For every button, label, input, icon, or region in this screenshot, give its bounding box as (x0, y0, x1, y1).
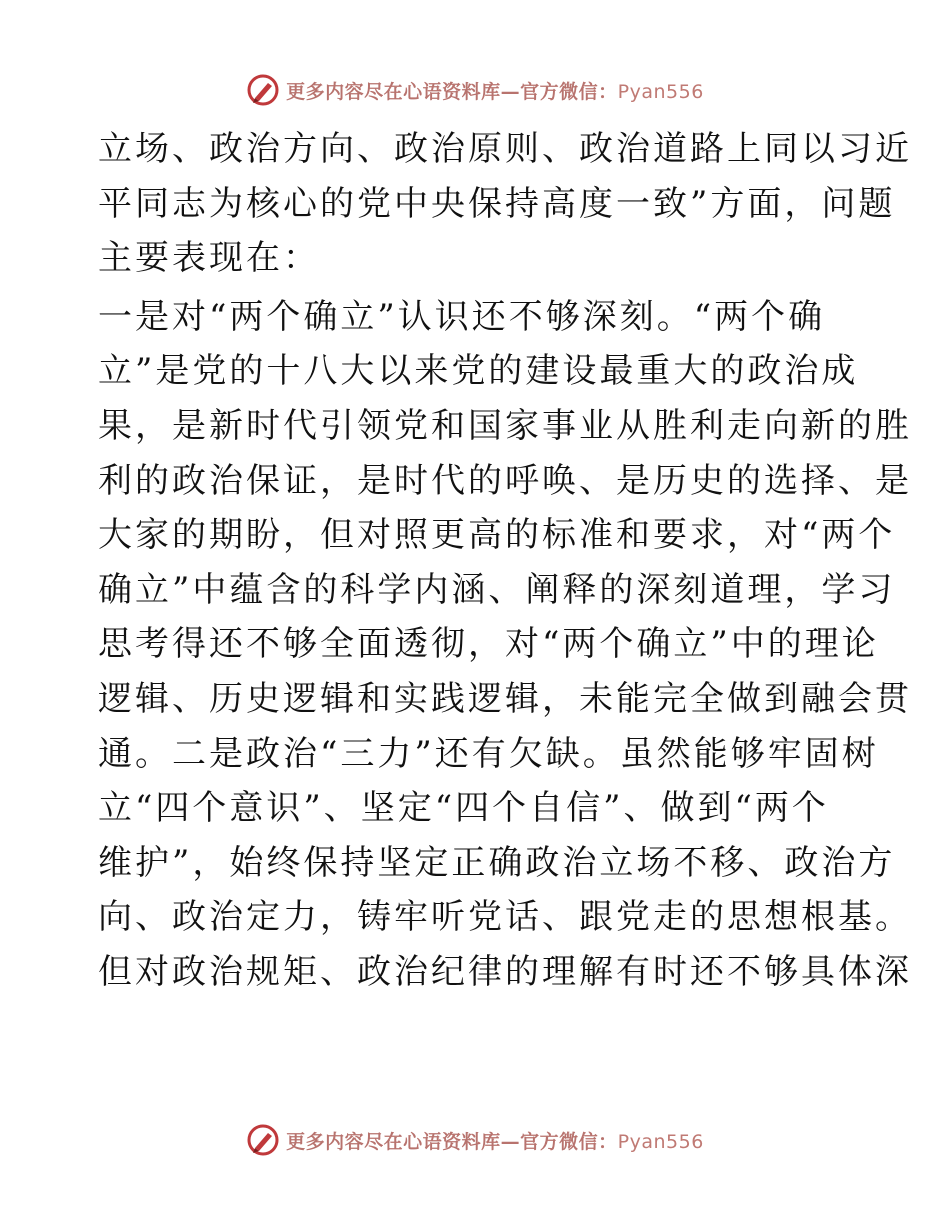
text-line: 向、政治定力，铸牢听党话、跟党走的思想根基。 (98, 897, 912, 938)
text-line: 确立”中蕴含的科学内涵、阐释的深刻道理，学习 (98, 569, 896, 610)
text-line: 立场、政治方向、政治原则、政治道路上同以习近 (98, 129, 912, 169)
text-line: 但对政治规矩、政治纪律的理解有时还不够具体深 (98, 951, 912, 992)
text-line: 果，是新时代引领党和国家事业从胜利走向新的胜 (98, 405, 912, 446)
text-line: 一是对“两个确立”认识还不够深刻。“两个确 (98, 296, 826, 337)
pen-logo-icon (246, 73, 280, 107)
text-line: 主要表现在： (98, 238, 320, 279)
text-line: 平同志为核心的党中央保持高度一致”方面，问题 (98, 183, 896, 224)
text-line: 通。二是政治“三力”还有欠缺。虽然能够牢固树 (98, 733, 879, 774)
text-line: 利的政治保证，是时代的呼唤、是历史的选择、是 (98, 460, 912, 501)
text-line: 立”是党的十八大以来党的建设最重大的政治成 (98, 351, 859, 392)
watermark-text: 更多内容尽在心语资料库—官方微信：Pyan556 (286, 1130, 704, 1153)
text-line: 维护”，始终保持坚定正确政治立场不移、政治方 (98, 842, 896, 883)
header-watermark (0, 70, 950, 110)
footer-watermark (0, 1120, 950, 1160)
pen-logo-icon (246, 1123, 280, 1157)
text-line: 大家的期盼，但对照更高的标准和要求，对“两个 (98, 515, 896, 556)
document-body (98, 122, 912, 1000)
text-line: 逻辑、历史逻辑和实践逻辑，未能完全做到融会贯 (98, 678, 912, 719)
text-line: 思考得还不够全面透彻，对“两个确立”中的理论 (98, 624, 879, 665)
watermark-text: 更多内容尽在心语资料库—官方微信：Pyan556 (286, 80, 704, 103)
text-line: 立“四个意识”、坚定“四个自信”、做到“两个 (98, 788, 829, 829)
